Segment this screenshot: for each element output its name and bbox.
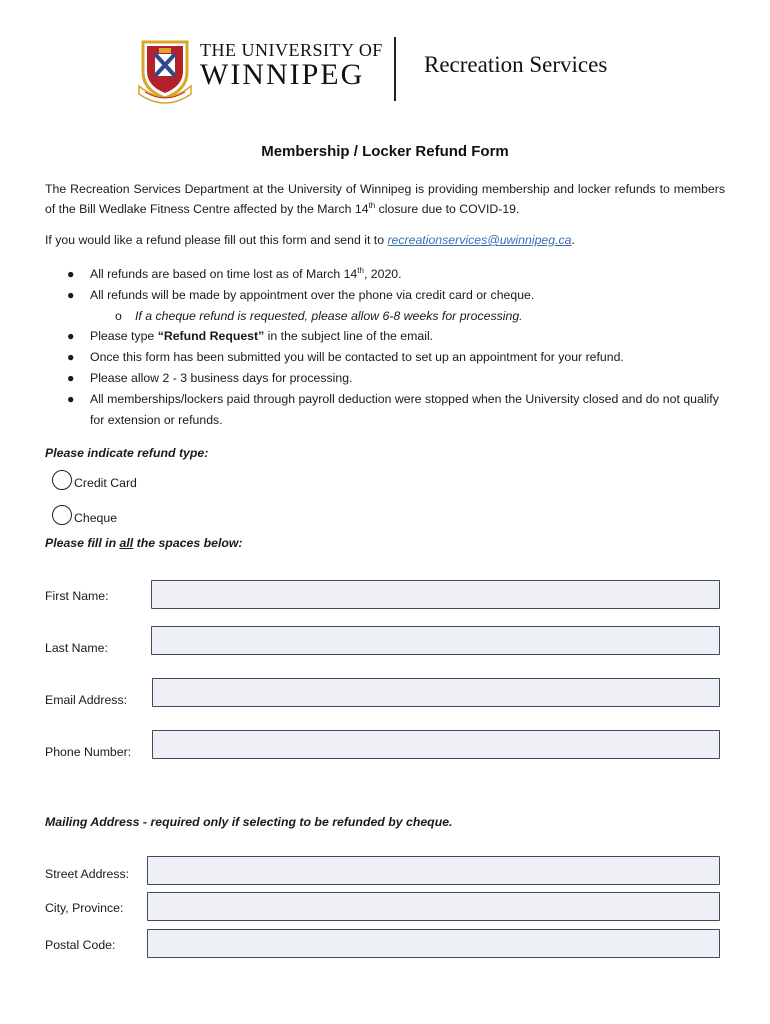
list-item: ● Please allow 2 - 3 business days for processing. <box>67 370 353 385</box>
credit-card-label: Credit Card <box>74 476 137 490</box>
cheque-option[interactable] <box>52 503 117 527</box>
street-address-field[interactable] <box>147 856 720 885</box>
first-name-label: First Name: <box>45 589 109 603</box>
sub-list-item: o If a cheque refund is requested, please allow 6-8 weeks for processing. <box>115 308 523 323</box>
last-name-label: Last Name: <box>45 641 108 655</box>
form-title: Membership / Locker Refund Form <box>261 143 509 160</box>
university-name-line1: THE UNIVERSITY OF <box>200 40 383 60</box>
refund-rules-list <box>45 264 725 430</box>
fill-instructions-label: Please fill in all the spaces below: <box>45 536 243 550</box>
list-item: ● Please type “Refund Request” in the subject line of the email. <box>67 329 434 344</box>
postal-code-field[interactable] <box>147 929 720 958</box>
postal-code-label: Postal Code: <box>45 938 116 952</box>
refund-type-label: Please indicate refund type: <box>45 446 209 460</box>
street-address-label: Street Address: <box>45 867 130 881</box>
credit-card-option[interactable] <box>52 468 137 492</box>
phone-label: Phone Number: <box>45 745 132 759</box>
send-instructions: If you would like a refund please fill out this form and send it to recreationservices@uwinnipeg.ca. <box>45 233 575 247</box>
email-link[interactable]: recreationservices@uwinnipeg.ca <box>387 233 572 247</box>
city-province-field[interactable] <box>147 892 720 921</box>
first-name-field[interactable] <box>151 580 720 609</box>
credit-card-radio[interactable] <box>52 470 72 490</box>
list-item: ● All refunds are based on time lost as of March 14th, 2020. <box>67 266 402 281</box>
email-label: Email Address: <box>45 693 128 707</box>
email-field[interactable] <box>152 678 720 707</box>
department-name: Recreation Services <box>424 52 608 77</box>
last-name-field[interactable] <box>151 626 720 655</box>
list-item: ● Once this form has been submitted you will be contacted to set up an appointment for your refund. <box>67 350 624 365</box>
list-item: ● All refunds will be made by appointment over the phone via credit card or cheque. <box>67 287 535 302</box>
city-province-label: City, Province: <box>45 901 124 915</box>
list-item: ● All memberships/lockers paid through payroll deduction were stopped when the University closed and do not qualify for extension or refunds. <box>67 391 719 427</box>
header-divider <box>394 37 396 101</box>
intro-paragraph: The Recreation Services Department at the University of Winnipeg is providing membership and locker refunds to members of the Bill Wedlake Fitness Centre affected by the March 14th closure due to COVID-19. <box>45 182 725 216</box>
cheque-label: Cheque <box>74 511 118 525</box>
university-crest-logo <box>137 38 193 104</box>
cheque-radio[interactable] <box>52 505 72 525</box>
university-name-line2: WINNIPEG <box>200 58 365 91</box>
mailing-address-label: Mailing Address - required only if selecting to be refunded by cheque. <box>45 815 453 829</box>
phone-field[interactable] <box>152 730 720 759</box>
